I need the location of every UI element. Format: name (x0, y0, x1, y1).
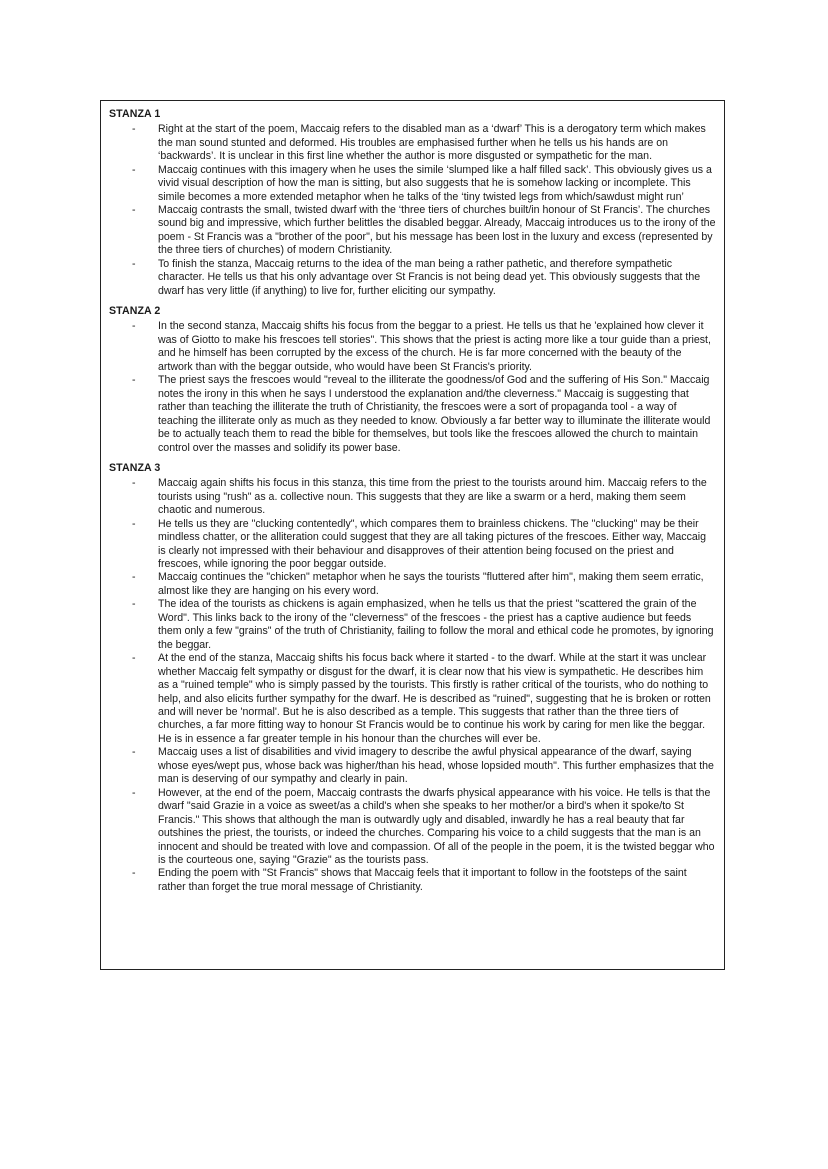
bullet-text: - Right at the start of the poem, Maccaig refers to the disabled man as a ‘dwarf’ This is a derogatory term which makes the man sound stunted and deformed. His troubles are emphasised further when he tells us his hands are on ‘backwards’. It is unclear in this first line whether the author is more disgusted or sympathetic for the man. (158, 123, 706, 163)
list-item (109, 123, 716, 163)
list-item (109, 571, 716, 598)
list-item (109, 320, 716, 374)
bullet-list (109, 123, 716, 298)
list-item (109, 164, 716, 204)
stanza-2-section (109, 305, 716, 455)
bullet-text: - To finish the stanza, Maccaig returns to the idea of the man being a rather pathetic, and therefore sympathetic character. He tells us that his only advantage over St Francis is not being dead yet. This obviously suggests that the dwarf has very little (if anything) to live for, further eliciting our sympathy. (158, 257, 701, 297)
bullet-list (109, 477, 716, 894)
list-item (109, 477, 716, 517)
bullet-text: - At the end of the stanza, Maccaig shifts his focus back where it started - to the dwarf. While at the start it was unclear whether Maccaig felt sympathy or disgust for the dwarf, it is clear now that his view is sympathetic. He describes him as a "ruined temple" who is simply passed by the tourists. This firstly is rather critical of the tourists, who do nothing to help, and also elicits further sympathy for the dwarf. He is described as "ruined", suggesting that he is broken or rotten and will never be 'normal'. But he is also described as a temple. This suggests that rather than the three tiers of churches, a far more fitting way to honour St Francis would be to continue his work by caring for men like the beggar. He is in essence a far greater temple in his honour than the churches will ever be. (158, 652, 711, 745)
list-item (109, 204, 716, 258)
bullet-text: - In the second stanza, Maccaig shifts his focus from the beggar to a priest. He tells us that he 'explained how clever it was of Giotto to make his frescoes tell stories". This shows that the priest is acting more like a tour guide than a priest, and he himself has been corrupted by the excess of the church. He is far more concerned with the beauty of the artwork than with the beggar outside, who would have been St Francis's priority. (158, 320, 711, 373)
list-item (109, 652, 716, 746)
bullet-text: - Maccaig contrasts the small, twisted dwarf with the ‘three tiers of churches built/in honour of St Francis’. The churches sound big and impressive, which further belittles the disabled beggar. Already, Maccaig introduces us to the irony of the poem - St Francis was a "brother of the poor", but his message has been lost in the luxury and excess (represented by the three tiers of churches) of modern Christianity. (158, 204, 716, 257)
stanza-heading: STANZA 2 (109, 305, 161, 318)
essay-box (100, 100, 725, 970)
list-item (109, 746, 716, 786)
list-item (109, 867, 716, 894)
bullet-text: - Maccaig again shifts his focus in this stanza, this time from the priest to the tourists around him. Maccaig refers to the tourists using "rush" as a. collective noun. This suggests that they are like a swarm or a herd, making them seem chaotic and numerous. (158, 477, 707, 517)
bullet-text: - Maccaig continues the "chicken" metaphor when he says the tourists "fluttered after him", making them seem erratic, almost like they are hanging on his every word. (158, 571, 704, 597)
bullet-text: - Maccaig uses a list of disabilities and vivid imagery to describe the awful physical appearance of the dwarf, saying whose eyes/wept pus, whose back was higher/than his head, whose lopsided mouth". This further emphasizes that the man is deserving of our sympathy and clearly in pain. (158, 746, 714, 786)
list-item (109, 258, 716, 298)
bullet-text: - He tells us they are "clucking contentedly", which compares them to brainless chickens. The "clucking" may be their mindless chatter, or the alliteration could suggest that they are all taking pictures of the frescoes. Either way, Maccaig is clearly not impressed with their behaviour and disapproves of their attention being focused on the priest and frescoes, while ignoring the poor beggar outside. (158, 517, 707, 571)
bullet-list (109, 320, 716, 455)
bullet-text: - The idea of the tourists as chickens is again emphasized, when he tells us that the priest "scattered the grain of the Word". This links back to the irony of the "cleverness" of the frescoes - the priest has a captive audience but feeds them only a few "grains" of the truth of Christianity, failing to follow the moral and ethical code he promotes, by ignoring the beggar. (158, 598, 714, 651)
stanza-3-section (109, 462, 716, 894)
bullet-text: - Maccaig continues with this imagery when he uses the simile ‘slumped like a half filled sack’. This obviously gives us a vivid visual description of how the man is sitting, but also suggests that he is somehow lacking or incomplete. This simile becomes a more extended metaphor when he talks of the ‘tiny twisted legs from which/sawdust might run’ (158, 163, 712, 203)
list-item (109, 374, 716, 455)
list-item (109, 598, 716, 652)
bullet-text: - The priest says the frescoes would "reveal to the illiterate the goodness/of God and the suffering of His Son." Maccaig notes the irony in this when he says I understood the explanation and/the cleverness." Maccaig is suggesting that rather than teaching the illiterate the truth of Christianity, the frescoes were a sort of propaganda tool - a way of teaching the illiterate only as much as they needed to know. Obviously a far better way to illuminate the illiterate would be to actually teach them to read the bible for themselves, but tools like the frescoes allowed the church to maintain control over the masses and solidify its power base. (158, 374, 711, 454)
stanza-heading: STANZA 1 (109, 108, 161, 120)
stanza-1-section (109, 108, 716, 298)
stanza-heading: STANZA 3 (109, 462, 161, 475)
list-item (109, 518, 716, 572)
bullet-text: - However, at the end of the poem, Maccaig contrasts the dwarfs physical appearance with his voice. He tells is that the dwarf "said Grazie in a voice as sweet/as a child's when she speaks to her mother/or a bird's when it spoke/to St Francis." This shows that although the man is outwardly ugly and disabled, inwardly he has a real beauty that far outshines the priest, the tourists, or indeed the churches. Comparing his voice to a child suggests that the man is an innocent and should be treated with love and compassion. Of all of the people in the poem, it is the twisted beggar who is the courteous one, saying "Grazie" as the tourists pass. (158, 786, 715, 866)
list-item (109, 787, 716, 868)
bullet-text: - Ending the poem with "St Francis" shows that Maccaig feels that it important to follow in the footsteps of the saint rather than forget the true moral message of Christianity. (158, 867, 687, 893)
